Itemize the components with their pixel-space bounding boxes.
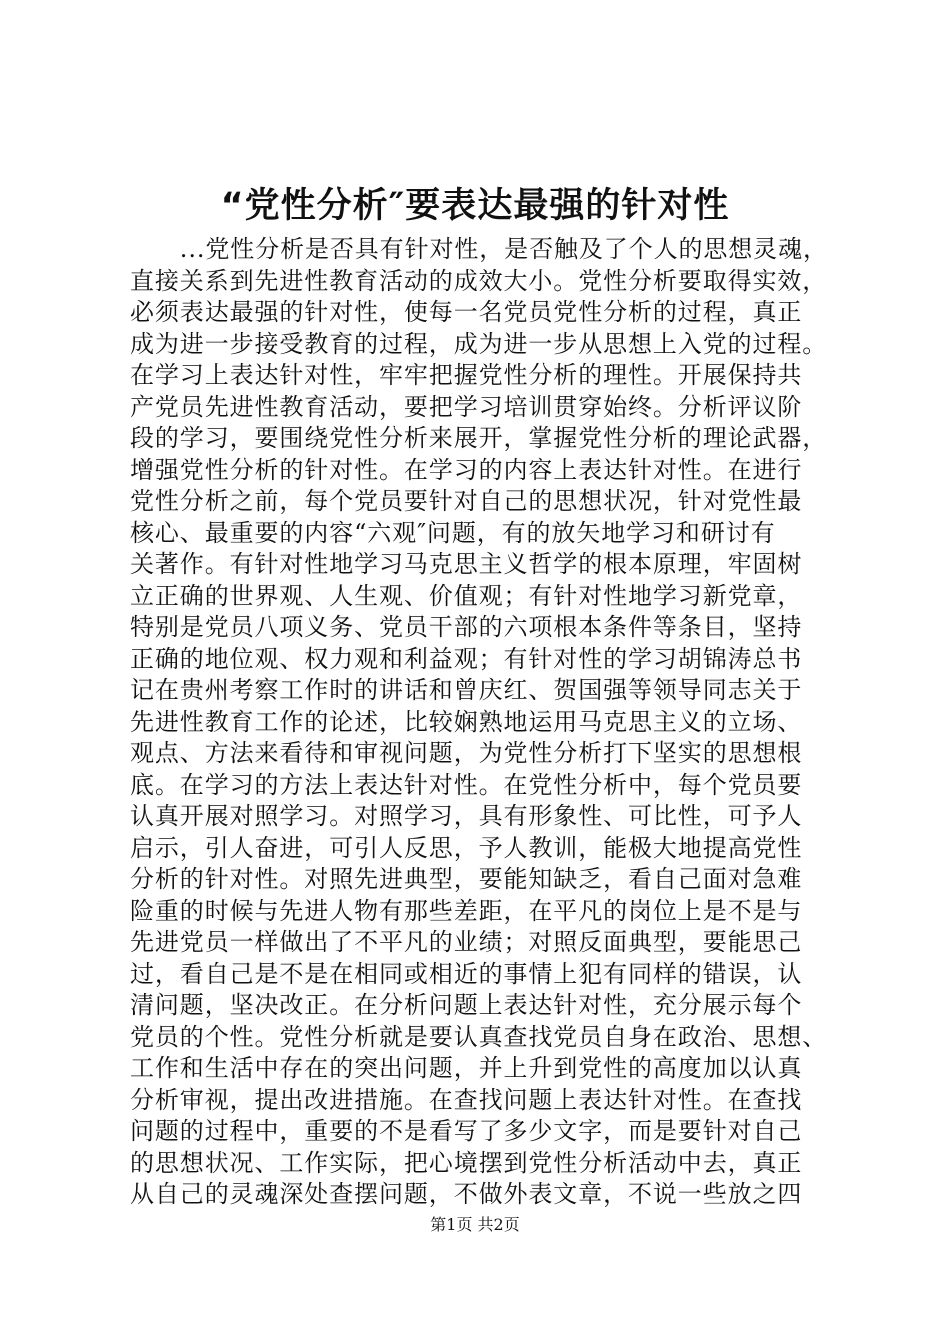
body-line: 工作和生活中存在的突出问题，并上升到党性的高度加以认真 <box>130 1054 803 1082</box>
body-line: 在学习上表达针对性，牢牢把握党性分析的理性。开展保持共 <box>130 361 803 389</box>
body-line: 清问题，坚决改正。在分析问题上表达针对性，充分展示每个 <box>130 991 803 1019</box>
body-line: 分析审视，提出改进措施。在查找问题上表达针对性。在查找 <box>130 1085 803 1114</box>
body-line: 党性分析之前，每个党员要针对自己的思想状况，针对党性最 <box>130 487 803 515</box>
body-line: ...党性分析是否具有针对性，是否触及了个人的思想灵魂， <box>130 235 828 263</box>
document-title: “党性分析″要表达最强的针对性 <box>220 186 730 226</box>
body-text <box>130 234 850 1211</box>
body-line: 分析的针对性。对照先进典型，要能知缺乏，看自己面对急难 <box>130 865 803 893</box>
body-line: 核心、最重要的内容“六观″问题，有的放矢地学习和研讨有 <box>130 518 776 547</box>
body-line: 先进党员一样做出了不平凡的业绩；对照反面典型，要能思己 <box>130 928 803 956</box>
body-line: 段的学习，要围绕党性分析来展开，掌握党性分析的理论武器， <box>130 424 828 452</box>
body-line: 必须表达最强的针对性，使每一名党员党性分析的过程，真正 <box>130 298 803 326</box>
body-line: 特别是党员八项义务、党员干部的六项根本条件等条目，坚持 <box>130 613 803 641</box>
body-line: 党员的个性。党性分析就是要认真查找党员自身在政治、思想、 <box>130 1022 828 1051</box>
body-line: 先进性教育工作的论述，比较娴熟地运用马克思主义的立场、 <box>130 707 803 736</box>
body-line: 产党员先进性教育活动，要把学习培训贯穿始终。分析评议阶 <box>130 392 803 421</box>
body-line: 问题的过程中，重要的不是看写了多少文字，而是要针对自己 <box>130 1117 803 1145</box>
body-line: 记在贵州考察工作时的讲话和曾庆红、贺国强等领导同志关于 <box>130 676 803 704</box>
body-line: 险重的时候与先进人物有那些差距，在平凡的岗位上是不是与 <box>130 896 803 925</box>
body-line: 关著作。有针对性地学习马克思主义哲学的根本原理，牢固树 <box>130 550 803 578</box>
body-line: 启示，引人奋进，可引人反思，予人教训，能极大地提高党性 <box>130 833 803 862</box>
body-line: 底。在学习的方法上表达针对性。在党性分析中，每个党员要 <box>130 770 803 799</box>
body-line: 立正确的世界观、人生观、价值观；有针对性地学习新党章， <box>130 581 803 610</box>
body-line: 从自己的灵魂深处查摆问题，不做外表文章，不说一些放之四 <box>130 1180 803 1208</box>
body-line: 观点、方法来看待和审视问题，为党性分析打下坚实的思想根 <box>130 739 803 767</box>
body-line: 增强党性分析的针对性。在学习的内容上表达针对性。在进行 <box>130 455 803 484</box>
page-footer: 第1页 共2页 <box>430 1215 520 1234</box>
body-line: 正确的地位观、权力观和利益观；有针对性的学习胡锦涛总书 <box>130 644 803 673</box>
body-line: 认真开展对照学习。对照学习，具有形象性、可比性，可予人 <box>130 802 803 830</box>
body-line: 直接关系到先进性教育活动的成效大小。党性分析要取得实效， <box>130 266 828 295</box>
body-line: 成为进一步接受教育的过程，成为进一步从思想上入党的过程。 <box>130 329 828 358</box>
body-line: 过，看自己是不是在相同或相近的事情上犯有同样的错误，认 <box>130 959 803 988</box>
body-line: 的思想状况、工作实际，把心境摆到党性分析活动中去，真正 <box>130 1148 803 1177</box>
